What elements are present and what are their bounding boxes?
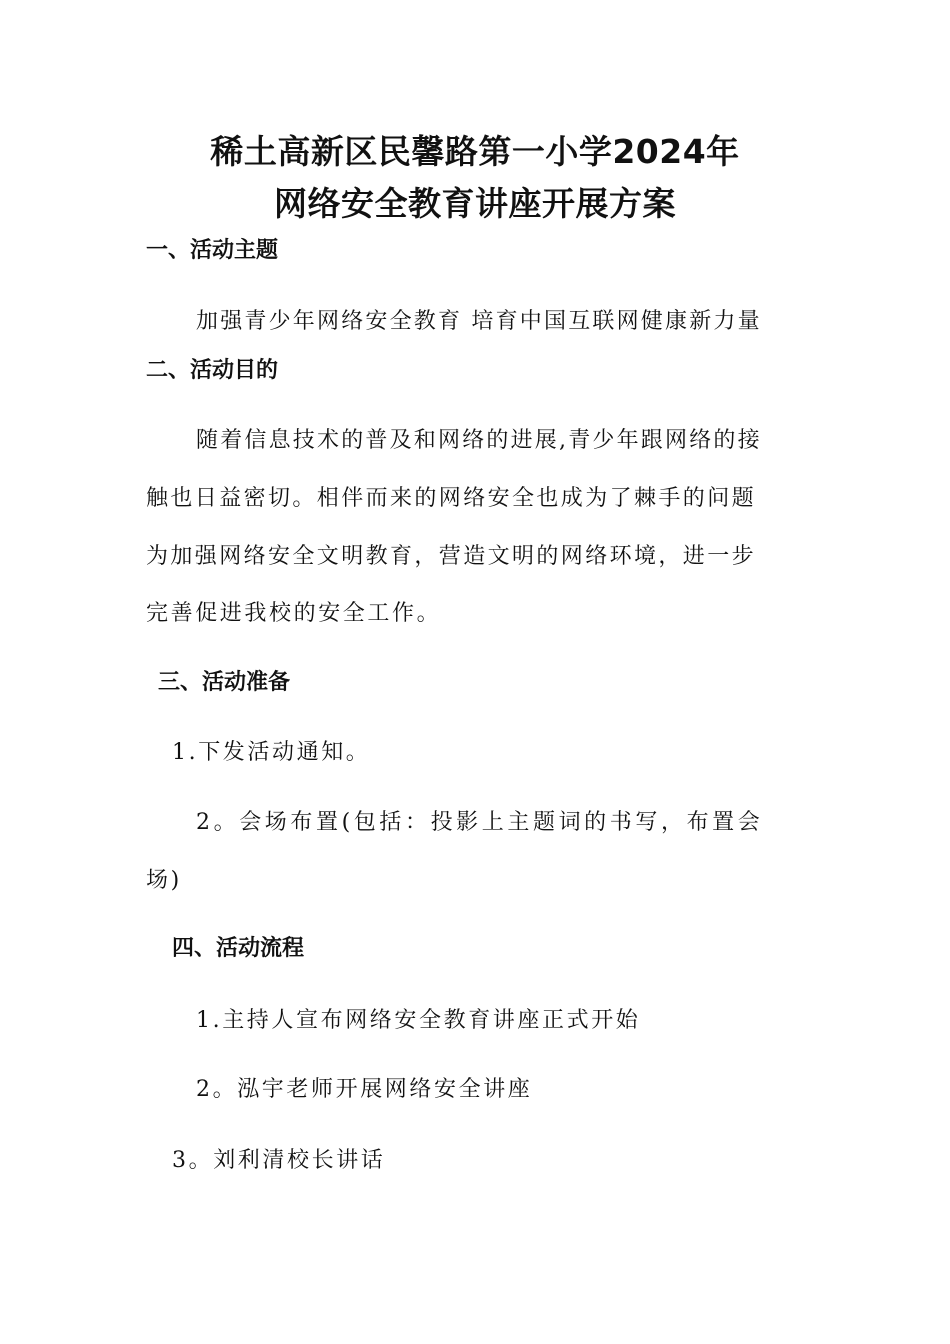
process-item-3: 3。刘利清校长讲话: [172, 1148, 386, 1173]
document-title-line-1: 稀土高新区民馨路第一小学2024年: [210, 132, 740, 171]
section-heading-theme: 一、活动主题: [146, 238, 279, 263]
purpose-line-2: 触也日益密切。相伴而来的网络安全也成为了棘手的问题: [146, 486, 757, 511]
section-heading-preparation: 三、活动准备: [158, 670, 291, 695]
section-heading-process: 四、活动流程: [172, 936, 305, 961]
process-item-2: 2。泓宇老师开展网络安全讲座: [196, 1077, 533, 1102]
preparation-item-2-line-2: 场): [146, 868, 182, 893]
theme-text: 加强青少年网络安全教育 培育中国互联网健康新力量: [196, 309, 762, 334]
section-heading-purpose: 二、活动目的: [146, 358, 279, 383]
document-title-line-2: 网络安全教育讲座开展方案: [274, 184, 676, 223]
process-item-1: 1.主持人宣布网络安全教育讲座正式开始: [196, 1008, 641, 1033]
preparation-item-2-line-1: 2。会场布置(包括：投影上主题词的书写，布置会: [196, 810, 764, 835]
purpose-line-1: 随着信息技术的普及和网络的进展,青少年跟网络的接: [196, 428, 762, 453]
preparation-item-1: 1.下发活动通知。: [172, 740, 371, 765]
purpose-line-3: 为加强网络安全文明教育，营造文明的网络环境，进一步: [146, 544, 757, 569]
purpose-line-4: 完善促进我校的安全工作。: [146, 601, 442, 626]
